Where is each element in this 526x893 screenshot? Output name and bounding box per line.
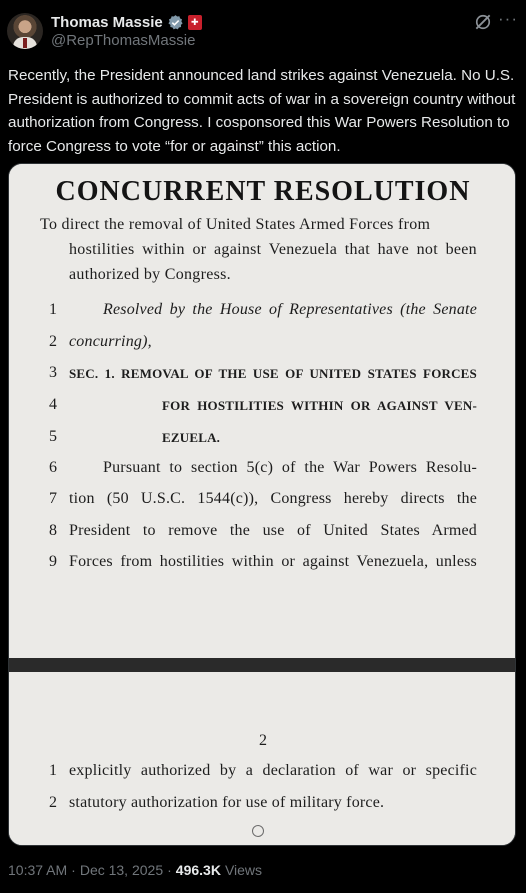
tweet-date[interactable]: Dec 13, 2025: [79, 862, 164, 878]
page-divider: [9, 658, 516, 672]
document-line: Pursuant to section 5(c) of the War Powers Resolu-: [103, 459, 477, 476]
line-number: 1: [49, 301, 57, 318]
document-line: statutory authorization for use of military force.: [69, 794, 385, 811]
document-line: tion (50 U.S.C. 1544(c)), Congress hereby directs the: [69, 490, 477, 507]
document-line: President to remove the use of United States Armed: [69, 522, 477, 539]
line-number: 7: [49, 490, 57, 507]
section-heading-line: SEC. 1. REMOVAL OF THE USE OF UNITED STATES FORCES: [69, 366, 477, 381]
document-line: explicitly authorized by a declaration of war or specific: [69, 762, 477, 779]
line-number: 9: [49, 553, 57, 570]
tweet-text: Recently, the President announced land strikes against Venezuela. No U.S. President is authorized to commit acts of war in a sovereign country without authorization from Congress. I cosponsored this War Powers Resolution to force Congress to vote “for or against” this action.: [8, 67, 516, 155]
tweet-media-image[interactable]: [8, 163, 516, 846]
section-heading-line: FOR HOSTILITIES WITHIN OR AGAINST VEN-: [162, 398, 477, 413]
document-line: Forces from hostilities within or against Venezuela, unless: [69, 553, 477, 570]
document-line: Resolved by the House of Representatives (the Senate: [103, 301, 477, 318]
line-number: 2: [49, 794, 57, 811]
more-options-icon[interactable]: ···: [498, 9, 518, 28]
to-line-2: hostilities within or against Venezuela that have not been: [69, 241, 477, 258]
grok-icon[interactable]: [473, 12, 493, 32]
tweet-meta: [8, 862, 262, 878]
author-name-row: [51, 13, 202, 31]
government-badge-icon[interactable]: ✚: [188, 15, 202, 30]
line-number: 2: [49, 333, 57, 350]
author-handle[interactable]: @RepThomasMassie: [51, 32, 196, 49]
document-title: CONCURRENT RESOLUTION: [55, 176, 471, 207]
to-line-3: authorized by Congress.: [69, 266, 231, 283]
line-number: 6: [49, 459, 57, 476]
section-heading-line: EZUELA.: [162, 430, 221, 445]
carousel-indicator-icon[interactable]: [252, 825, 264, 837]
line-number: 1: [49, 762, 57, 779]
verified-badge-icon[interactable]: [167, 14, 184, 31]
author-name[interactable]: Thomas Massie: [51, 13, 163, 31]
avatar-tie: [23, 38, 27, 48]
views-label: Views: [224, 862, 263, 878]
to-line-1: To direct the removal of United States Armed Forces from: [40, 216, 431, 233]
tweet-header: [0, 0, 526, 56]
meta-separator: ·: [167, 862, 172, 878]
tweet-time[interactable]: 10:37 AM: [8, 862, 68, 878]
line-number: 5: [49, 428, 57, 445]
avatar[interactable]: [7, 13, 43, 49]
line-number: 3: [49, 364, 57, 381]
document-page-2: [9, 672, 516, 846]
views-count[interactable]: 496.3K: [175, 862, 221, 878]
document-line: concurring),: [69, 333, 152, 350]
line-number: 8: [49, 522, 57, 539]
document-page-1: [9, 164, 516, 658]
page-number: 2: [259, 732, 267, 749]
meta-separator: ·: [71, 862, 76, 878]
line-number: 4: [49, 396, 57, 413]
